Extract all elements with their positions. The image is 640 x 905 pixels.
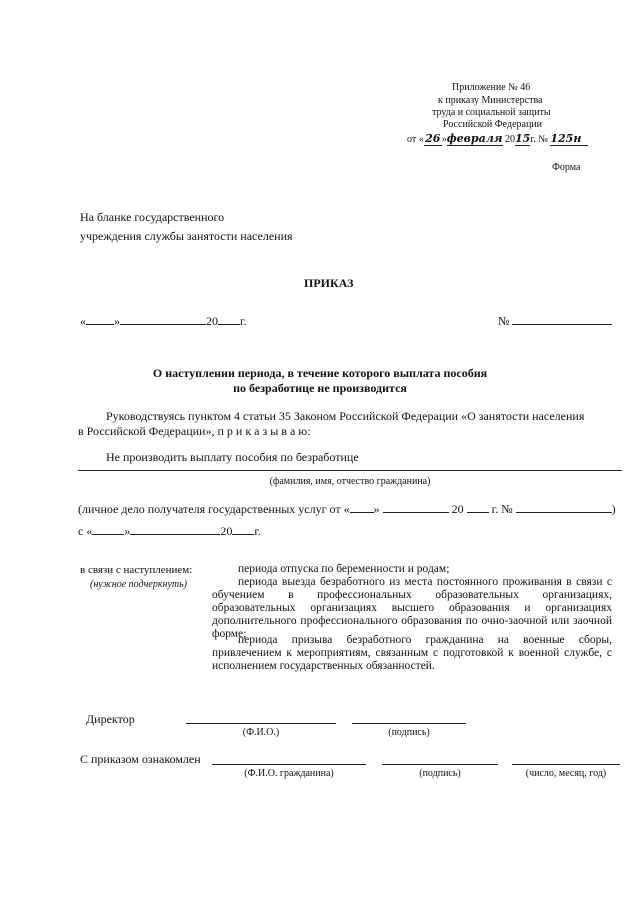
case-mid: » — [373, 502, 380, 516]
order-year-suffix: г. — [240, 314, 247, 328]
order-number-blank — [512, 324, 612, 325]
director-fio-caption: (Ф.И.О.) — [242, 727, 280, 738]
case-year-blank — [467, 512, 489, 513]
appendix-country: Российской Федерации — [443, 119, 543, 130]
citizen-fio-line — [212, 764, 366, 765]
reason-item-1: периода отпуска по беременности и родам; — [238, 563, 450, 575]
body-para-line-2: в Российской Федерации», п р и к а з ы в а ю: — [78, 424, 311, 438]
date-mid: » — [441, 134, 447, 145]
citizen-date-line — [512, 764, 620, 765]
from-year-blank — [232, 534, 254, 535]
form-label: Форма — [552, 162, 581, 173]
reasons-note: (нужное подчеркнуть) — [90, 579, 187, 590]
date-day: 26 — [425, 132, 441, 145]
reason-item-3: периода призыва безработного гражданина на военные сборы, привлечением к мероприятиям, связанным с подготовкой к военной службе, с исполнением государственных обязанностей. — [212, 634, 612, 672]
order-year-prefix: 20 — [206, 314, 218, 328]
reason-item-2: периода выезда безработного из места постоянного проживания в связи с обучением в профессиональных образовательных организациях, образовательных организациях высшего образования и организациях дополнительного профессионального образования по очно-заочной или заочной форме; — [212, 576, 612, 640]
appendix-date — [407, 132, 588, 146]
order-date-open: « — [80, 314, 86, 328]
case-line — [78, 502, 616, 517]
order-month-blank — [120, 324, 206, 325]
from-mid: » — [124, 524, 131, 538]
case-year-prefix: 20 — [451, 502, 464, 516]
case-number-blank — [516, 512, 612, 513]
fio-line — [78, 470, 622, 471]
subject-line-2: по безработице не производится — [233, 381, 407, 395]
case-close: ) — [611, 502, 616, 516]
citizen-sign-line — [382, 764, 498, 765]
date-year: 15 — [515, 132, 531, 145]
order-year-blank — [218, 324, 240, 325]
date-number-prefix: г. № — [530, 134, 548, 145]
from-day-blank — [92, 534, 124, 535]
blank-line-2: учреждения службы занятости населения — [80, 229, 293, 243]
case-day-blank — [350, 512, 374, 513]
order-date — [80, 314, 247, 329]
director-sign-caption: (подпись) — [388, 727, 430, 738]
date-month: февраля — [446, 132, 503, 145]
acquainted-label: С приказом ознакомлен — [80, 752, 201, 766]
order-date-close: » — [114, 314, 120, 328]
order-title: ПРИКАЗ — [304, 276, 354, 290]
citizen-sign-caption: (подпись) — [419, 768, 461, 779]
case-number-label: г. № — [491, 502, 513, 516]
from-year-prefix: 20 — [220, 524, 233, 538]
appendix-order-ref: к приказу Министерства — [438, 95, 543, 106]
director-fio-line — [186, 723, 336, 724]
fio-caption: (фамилия, имя, отчество гражданина) — [269, 476, 431, 487]
from-month-blank — [130, 534, 220, 535]
case-prefix: (личное дело получателя государственных услуг от « — [78, 502, 350, 516]
instruction-text: Не производить выплату пособия по безработице — [106, 450, 359, 464]
blank-line-1: На бланке государственного — [80, 210, 225, 224]
order-number-field — [498, 314, 612, 329]
date-prefix: от « — [407, 134, 424, 145]
reasons-label: в связи с наступлением: — [80, 564, 193, 576]
director-label: Директор — [86, 712, 135, 726]
order-number-label: № — [498, 314, 510, 328]
order-number: 125н — [550, 132, 588, 146]
from-prefix: с « — [78, 524, 93, 538]
from-suffix: г. — [254, 524, 261, 538]
appendix-ministry: труда и социальной защиты — [432, 107, 551, 118]
case-month-blank — [383, 512, 449, 513]
director-sign-line — [352, 723, 466, 724]
appendix-number: Приложение № 46 — [452, 82, 531, 93]
date-year-prefix: 20 — [505, 134, 516, 145]
order-day-blank — [86, 324, 114, 325]
citizen-fio-caption: (Ф.И.О. гражданина) — [244, 768, 334, 779]
from-date-line — [78, 524, 261, 539]
subject-line-1: О наступлении периода, в течение которого выплата пособия — [152, 366, 488, 380]
citizen-date-caption: (число, месяц, год) — [525, 768, 607, 779]
body-para-line-1: Руководствуясь пунктом 4 статьи 35 Законом Российской Федерации «О занятости населения — [106, 409, 585, 423]
